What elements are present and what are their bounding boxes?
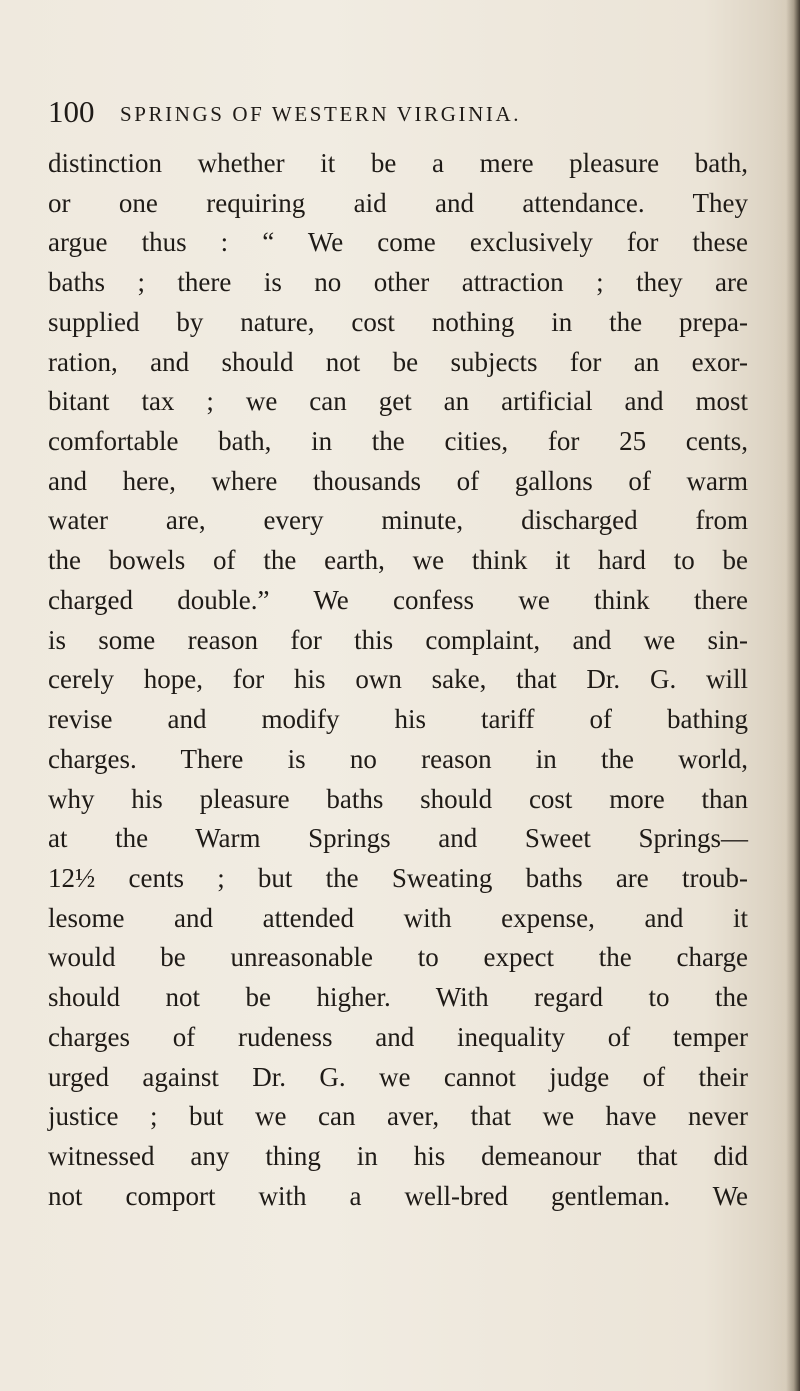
running-head: SPRINGS OF WESTERN VIRGINIA.: [120, 102, 522, 126]
text-line: at the Warm Springs and Sweet Springs—: [48, 823, 748, 854]
text-line: charges. There is no reason in the world,: [48, 743, 748, 774]
text-line: and here, where thousands of gallons of warm: [48, 465, 748, 496]
text-line: not comport with a well-bred gentleman. We: [48, 1180, 748, 1211]
text-line: charges of rudeness and inequality of temper: [48, 1021, 748, 1052]
text-line: argue thus : “ We come exclusively for these: [48, 227, 748, 258]
text-line: supplied by nature, cost nothing in the prepa-: [48, 306, 748, 337]
text-line: why his pleasure baths should cost more than: [48, 783, 748, 814]
page-edge-shadow: [786, 0, 800, 1391]
text-line: 12½ cents ; but the Sweating baths are troub-: [48, 862, 748, 893]
text-line: should not be higher. With regard to the: [48, 982, 748, 1013]
body-paragraph: [48, 144, 748, 1216]
text-line: witnessed any thing in his demeanour that did: [48, 1140, 748, 1171]
page-number: 100: [48, 94, 95, 129]
text-line: urged against Dr. G. we cannot judge of their: [48, 1061, 748, 1092]
text-line: comfortable bath, in the cities, for 25 cents,: [48, 426, 748, 457]
text-line: ration, and should not be subjects for an exor-: [48, 346, 748, 377]
text-line: cerely hope, for his own sake, that Dr. G. will: [48, 664, 748, 695]
text-line: is some reason for this complaint, and we sin-: [48, 624, 748, 655]
text-line: distinction whether it be a mere pleasure bath,: [48, 148, 748, 178]
text-line: water are, every minute, discharged from: [48, 505, 748, 536]
text-line: bitant tax ; we can get an artificial and most: [48, 386, 748, 417]
text-line: justice ; but we can aver, that we have never: [48, 1101, 748, 1132]
page-header: [48, 92, 748, 136]
text-line: or one requiring aid and attendance. They: [48, 187, 748, 218]
text-line: baths ; there is no other attraction ; they are: [48, 267, 748, 298]
text-line: would be unreasonable to expect the charge: [48, 942, 748, 973]
text-line: charged double.” We confess we think there: [48, 584, 748, 615]
text-line: revise and modify his tariff of bathing: [48, 704, 748, 735]
text-line: the bowels of the earth, we think it hard to be: [48, 545, 748, 576]
text-line: lesome and attended with expense, and it: [48, 902, 748, 933]
